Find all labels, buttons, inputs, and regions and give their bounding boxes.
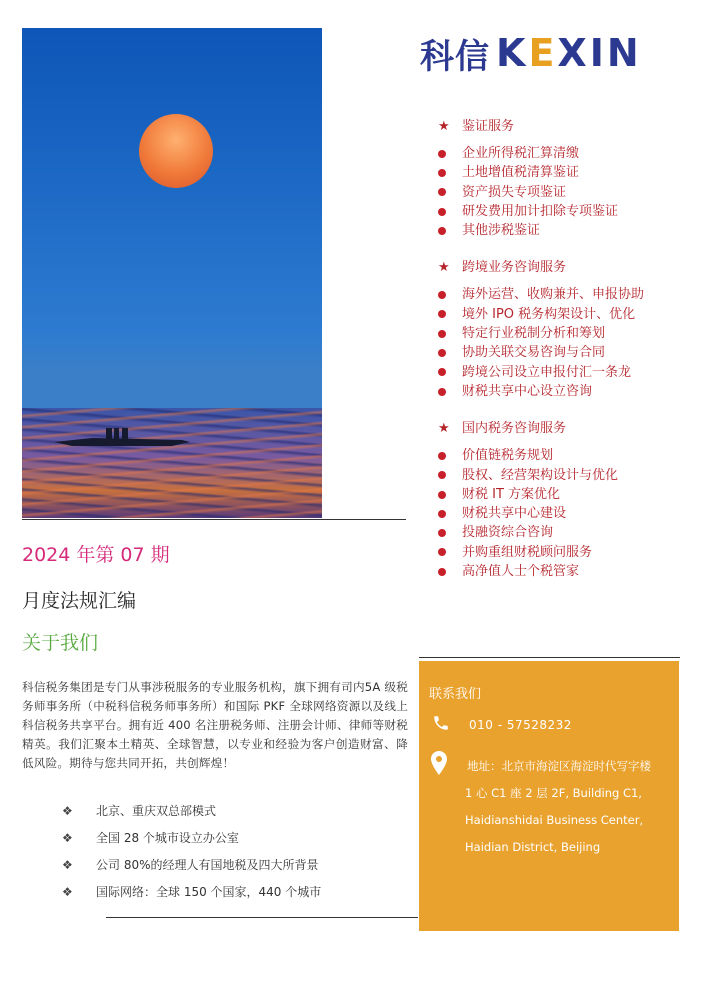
- list-item: [438, 485, 698, 504]
- bullet-dot-icon: [438, 491, 446, 499]
- bullet-dot-icon: [438, 452, 446, 460]
- logo-letters-rest: XIN: [557, 31, 642, 75]
- address-line: Haidian District, Beijing: [465, 840, 601, 854]
- bullet-dot-icon: [438, 510, 446, 518]
- bullet-dot-icon: [438, 330, 446, 338]
- bullet-dot-icon: [438, 291, 446, 299]
- logo-english: [496, 31, 642, 75]
- list-item-text: 并购重组财税顾问服务: [462, 544, 593, 560]
- list-item-text: 土地增值税清算鉴证: [462, 165, 580, 181]
- spacer: [438, 240, 698, 258]
- list-item-text: 企业所得税汇算清缴: [462, 146, 580, 161]
- logo-letter-k: K: [496, 31, 529, 75]
- sunset-sun: [139, 114, 213, 188]
- section-title-text: 跨境业务咨询服务: [462, 260, 567, 276]
- list-item-text: 国际网络：全球 150 个国家，440 个城市: [96, 885, 322, 899]
- diamond-bullet-icon: ❖: [62, 884, 73, 899]
- list-item-text: 股权、经营架构设计与优化: [462, 467, 619, 483]
- list-item: [438, 523, 698, 542]
- list-item-text: 财税共享中心建设: [462, 506, 567, 522]
- list-item: [438, 305, 698, 324]
- star-icon: ★: [438, 421, 450, 437]
- bullet-dot-icon: [438, 188, 446, 196]
- list-item: [438, 466, 698, 485]
- list-item: [438, 363, 698, 382]
- sea-waves: [22, 408, 322, 518]
- bullet-dot-icon: [438, 310, 446, 318]
- bullet-dot-icon: [438, 349, 446, 357]
- kexin-logo: [420, 30, 642, 76]
- diamond-bullet-icon: ❖: [62, 803, 73, 818]
- bullet-dot-icon: [438, 529, 446, 537]
- about-title: 关于我们: [22, 632, 99, 654]
- section-title-cross-border: [438, 258, 698, 277]
- star-icon: ★: [438, 119, 450, 134]
- section-title-assurance: [438, 117, 698, 136]
- list-item-text: 财税共享中心设立咨询: [462, 383, 593, 399]
- star-icon: ★: [438, 260, 450, 276]
- list-item-text: 研发费用加计扣除专项鉴证: [462, 203, 619, 219]
- list-item: [438, 562, 698, 581]
- list-item: [438, 446, 698, 465]
- list-item: [438, 183, 698, 202]
- contact-box: [419, 661, 679, 931]
- address-line: Haidianshidai Business Center,: [465, 813, 644, 827]
- list-item-text: 公司 80%的经理人有国地税及四大所背景: [96, 858, 319, 872]
- list-item-text: 特定行业税制分析和筹划: [462, 326, 606, 342]
- divider-line: [106, 917, 418, 918]
- phone-number: 010 - 57528232: [469, 718, 572, 732]
- bullet-dot-icon: [438, 388, 446, 396]
- bullet-dot-icon: [438, 471, 446, 479]
- list-item: [62, 878, 402, 905]
- list-item-text: 投融资综合咨询: [462, 525, 554, 541]
- page-title: 月度法规汇编: [22, 590, 137, 612]
- list-item: [438, 163, 698, 182]
- divider-line: [22, 519, 406, 520]
- divider-line: [419, 657, 680, 658]
- bullet-dot-icon: [438, 227, 446, 235]
- services-list: [438, 117, 698, 581]
- list-item: [438, 324, 698, 343]
- list-item-text: 海外运营、收购兼并、申报协助: [462, 287, 645, 303]
- list-item: [62, 797, 402, 824]
- address-line: 1 心 C1 座 2 层 2F, Building C1,: [465, 786, 642, 800]
- list-item-text: 价值链税务规划: [462, 448, 554, 464]
- boat-silhouette-icon: [52, 428, 192, 448]
- logo-letter-e: E: [528, 31, 558, 75]
- list-item-text: 协助关联交易咨询与合同: [462, 345, 606, 361]
- cover-photo: [22, 28, 322, 518]
- bullet-dot-icon: [438, 548, 446, 556]
- list-item: [438, 221, 698, 240]
- list-item: [438, 343, 698, 362]
- bullet-dot-icon: [438, 169, 446, 177]
- issue-number: 2024 年第 07 期: [22, 544, 170, 566]
- diamond-bullet-icon: ❖: [62, 857, 73, 872]
- list-item: [438, 504, 698, 523]
- spacer: [438, 438, 698, 446]
- address: [467, 753, 677, 861]
- spacer: [438, 136, 698, 144]
- list-item: [62, 824, 402, 851]
- contact-title: 联系我们: [429, 687, 482, 702]
- list-item-text: 财税 IT 方案优化: [462, 486, 561, 502]
- bullet-dot-icon: [438, 568, 446, 576]
- list-item-text: 境外 IPO 税务构架设计、优化: [462, 306, 636, 322]
- list-item: [438, 144, 698, 163]
- address-line: 地址：北京市海淀区海淀时代写字楼: [467, 759, 651, 773]
- logo-chinese: 科信: [420, 36, 490, 77]
- highlights-list: [62, 797, 402, 905]
- diamond-bullet-icon: ❖: [62, 830, 73, 845]
- section-title-text: 鉴证服务: [462, 119, 515, 134]
- list-item: [438, 382, 698, 401]
- section-title-domestic: [438, 419, 698, 438]
- bullet-dot-icon: [438, 150, 446, 158]
- list-item-text: 跨境公司设立申报付汇一条龙: [462, 364, 632, 380]
- list-item-text: 全国 28 个城市设立办公室: [96, 831, 239, 845]
- list-item-text: 高净值人士个税管家: [462, 564, 580, 580]
- bullet-dot-icon: [438, 208, 446, 216]
- list-item: [438, 285, 698, 304]
- list-item-text: 其他涉税鉴证: [462, 223, 541, 239]
- bullet-dot-icon: [438, 368, 446, 376]
- list-item: [438, 202, 698, 221]
- list-item: [438, 543, 698, 562]
- list-item-text: 北京、重庆双总部模式: [96, 804, 217, 818]
- spacer: [438, 401, 698, 419]
- list-item: [62, 851, 402, 878]
- list-item-text: 资产损失专项鉴证: [462, 184, 567, 200]
- phone-icon: [432, 714, 450, 732]
- section-title-text: 国内税务咨询服务: [462, 421, 567, 437]
- about-body: 科信税务集团是专门从事涉税服务的专业服务机构，旗下拥有司内5A 级税务师事务所（中税科信税务师事务所）和国际 PKF 全球网络资源以及线上科信税务共享平台。拥有近 400 名注册税务师、注册会计师、律师等财税精英。我们汇聚本土精英、全球智慧，以专业和经验为客户创造财富、降低风险。期待与您共同开拓，共创辉煌！: [22, 680, 408, 770]
- spacer: [438, 277, 698, 285]
- location-pin-icon: [431, 751, 447, 775]
